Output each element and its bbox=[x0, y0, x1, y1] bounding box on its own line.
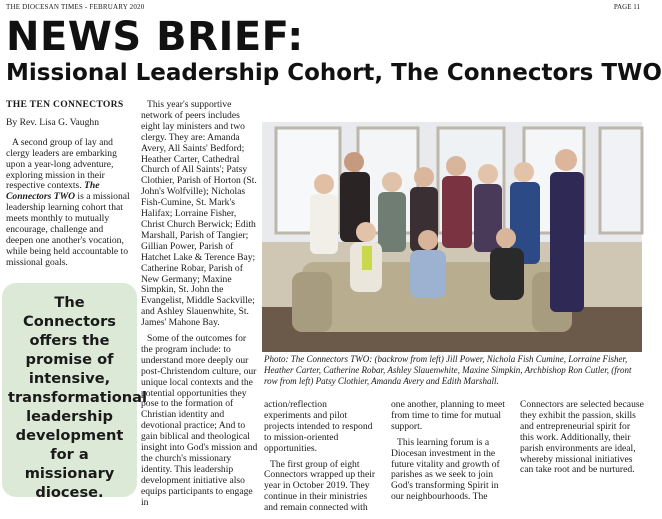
photo-caption: Photo: The Connectors TWO: (backrow from left) Jill Power, Nichola Fish Cumine, Lorraine Fisher, Heather Carter, Catherine Robar, Ashley Slauenwhite, Maxine Simpkin, Archbishop Ron Cutler, (front row from left) Patsy Clothier, Amanda Avery and Edith Marshall. bbox=[264, 354, 632, 386]
article-column-5 bbox=[520, 400, 644, 481]
paragraph-text: is a missional leadership learning cohort that meets monthly to mutually encourage, challenge and deepen one another's vocation, while being held accountable to missional goals. bbox=[6, 191, 130, 268]
paragraph: action/reflection experiments and pilot projects intended to respond to mission-oriented opportunities. bbox=[264, 399, 373, 454]
article-column-1 bbox=[6, 100, 130, 274]
pull-quote: The Connectors offers the promise of intensive, transformational leadership development for a missionary diocese. bbox=[2, 283, 137, 497]
article-column-4 bbox=[391, 400, 507, 508]
byline: By Rev. Lisa G. Vaughn bbox=[6, 116, 99, 128]
program-name: The Connectors TWO bbox=[6, 180, 100, 203]
section-kicker: THE TEN CONNECTORS bbox=[6, 99, 124, 110]
subheadline: Missional Leadership Cohort, The Connectors TWO bbox=[6, 60, 662, 86]
paragraph: This year's supportive network of peers includes eight lay ministers and two clergy. They are: Amanda Avery, All Saints' Bedford; Heather Carter, Cathedral Church of All Saints'; Patsy Clothier, Parish of Horton (St. John's Wolfville); Nicholas Fish-Cumine, St. Mark's Halifax; Lorraine Fisher, Christ Church Berwick; Edith Marshall, Parish of Tangier; Gillian Power, Parish of Hatchet Lake & Terence Bay; Catherine Robar, Parish of New Germany; Maxine Simpkin, St. John the Evangelist, Middle Sackville; and Ashley Slauenwhite, St. James' Mahone Bay. bbox=[141, 99, 257, 329]
page-number: PAGE 11 bbox=[613, 3, 640, 11]
publication-header: THE DIOCESAN TIMES - FEBRUARY 2020 bbox=[6, 3, 145, 11]
paragraph bbox=[6, 138, 130, 269]
paragraph: one another, planning to meet from time to time for mutual support. bbox=[391, 399, 505, 432]
paragraph: Connectors are selected because they exhibit the passion, skills and entrepreneurial spirit for this work. Additionally, their parish environments are ideal, whereby missional initiatives can take root and be nurtured. bbox=[520, 399, 644, 476]
paragraph: The first group of eight Connectors wrapped up their year in October 2019. They continue in their ministries and remain connected with bbox=[264, 458, 376, 514]
article-column-2 bbox=[141, 100, 258, 514]
paragraph: This learning forum is a Diocesan investment in the future vitality and growth of parishes as we seek to join God's transforming Spirit in our neighbourhoods. The bbox=[391, 436, 500, 503]
article-column-3 bbox=[264, 400, 376, 519]
paragraph-text: A second group of lay and clergy leaders are embarking upon a year-long adventure, exploring mission in their respective contexts. bbox=[6, 136, 117, 192]
group-photo bbox=[262, 122, 642, 352]
headline: NEWS BRIEF: bbox=[6, 14, 304, 60]
paragraph: Some of the outcomes for the program include: to understand more deeply our post-Christendom culture, our unique local contexts and the potential opportunities they pose to the formation of Christian identity and devotional practice; And to gain biblical and theological insight into God's mission and the church's missionary identity. This leadership development initiative also equips participants to engage in bbox=[141, 333, 258, 508]
